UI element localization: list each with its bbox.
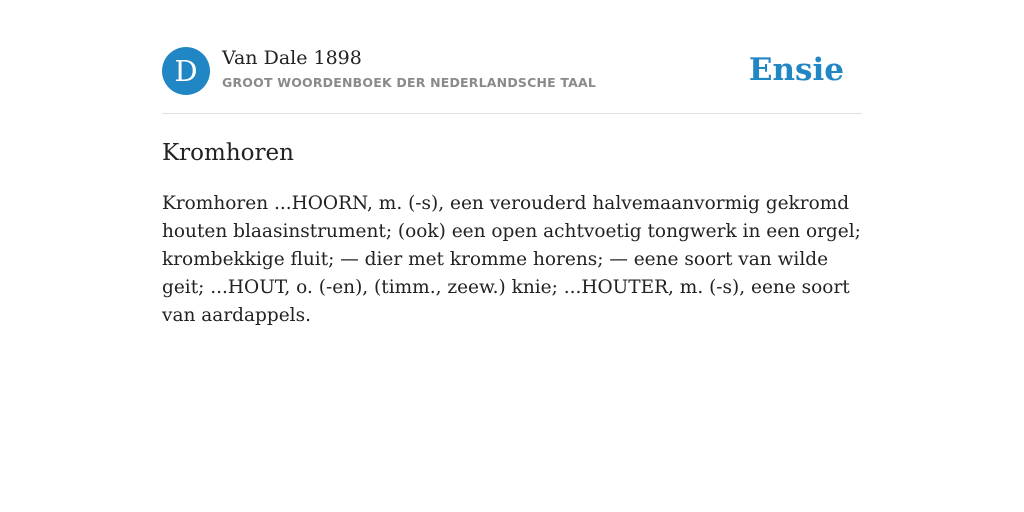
source-subtitle: GROOT WOORDENBOEK DER NEDERLANDSCHE TAAL bbox=[222, 75, 597, 90]
source-avatar[interactable]: D bbox=[162, 47, 210, 95]
source-title[interactable]: Van Dale 1898 bbox=[222, 47, 362, 69]
entry-title: Kromhoren bbox=[162, 140, 294, 166]
header-divider bbox=[162, 113, 862, 114]
entry-definition: Kromhoren ...HOORN, m. (-s), een verouderd halvemaanvormig gekromd houten blaasinstrument; (ook) een open achtvoetig tongwerk in een orgel; krombekkige fluit; — dier met kromme horens; — eene soort van wilde geit; ...HOUT, o. (-en), (timm., zeew.) knie; ...HOUTER, m. (-s), eene soort van aardappels. bbox=[162, 193, 861, 326]
source-header bbox=[162, 46, 862, 96]
ensie-logo[interactable]: Ensie bbox=[748, 52, 844, 88]
